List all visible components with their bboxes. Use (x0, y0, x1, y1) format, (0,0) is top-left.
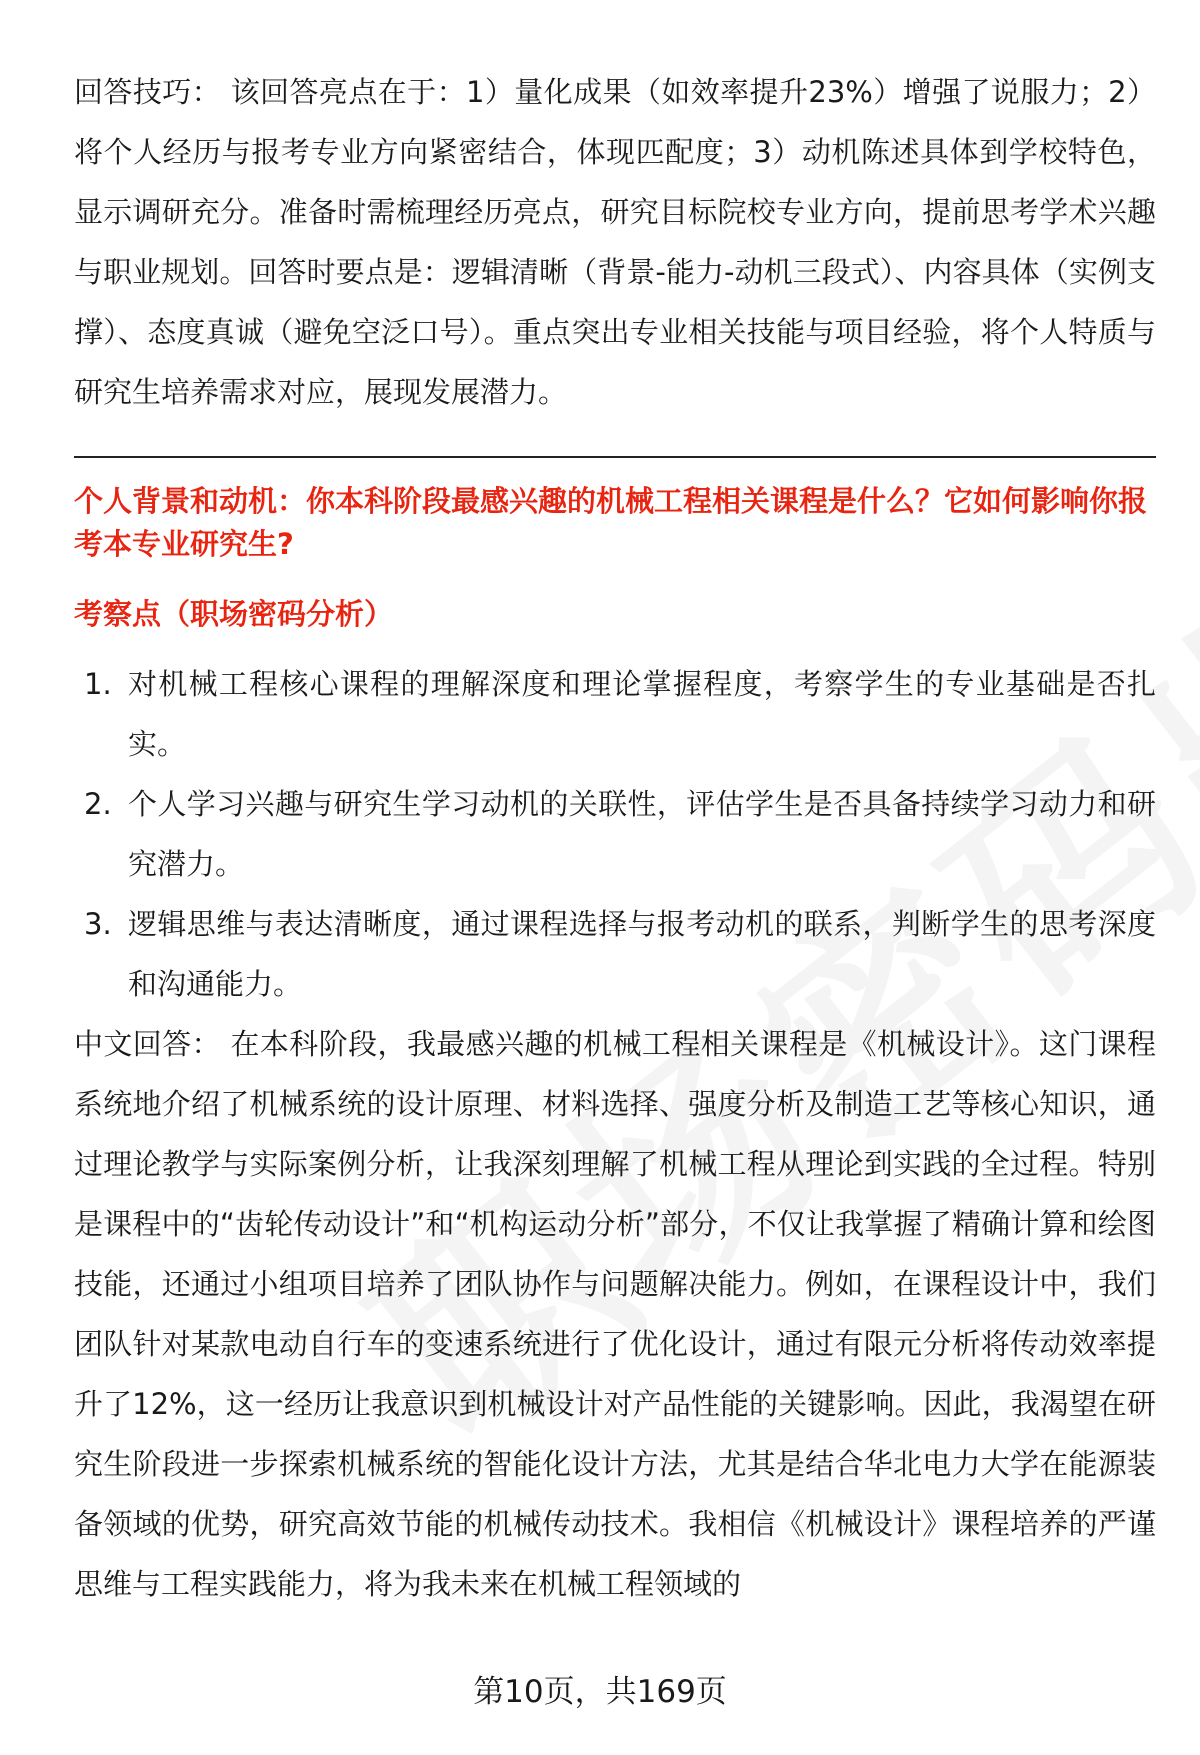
list-item-text: 对机械工程核心课程的理解深度和理论掌握程度，考察学生的专业基础是否扎实。 (128, 667, 1156, 761)
list-item (74, 774, 1156, 894)
section-divider (74, 456, 1156, 458)
exam-points-list (74, 654, 1156, 1014)
list-item-text: 逻辑思维与表达清晰度，通过课程选择与报考动机的联系，判断学生的思考深度和沟通能力。 (128, 907, 1156, 1001)
exam-points-heading: 考察点（职场密码分析） (74, 597, 394, 631)
page-number-footer: 第10页，共169页 (473, 1674, 727, 1710)
list-item-number: 1. (84, 667, 112, 701)
chinese-answer-paragraph: 中文回答： 在本科阶段，我最感兴趣的机械工程相关课程是《机械设计》。这门课程系统地介绍了机械系统的设计原理、材料选择、强度分析及制造工艺等核心知识，通过理论教学与实际案例分析，让我深刻理解了机械工程从理论到实践的全过程。特别是课程中的“齿轮传动设计”和“机构运动分析”部分，不仅让我掌握了精确计算和绘图技能，还通过小组项目培养了团队协作与问题解决能力。例如，在课程设计中，我们团队针对某款电动自行车的变速系统进行了优化设计，通过有限元分析将传动效率提升了12%，这一经历让我意识到机械设计对产品性能的关键影响。因此，我渴望在研究生阶段进一步探索机械系统的智能化设计方法，尤其是结合华北电力大学在能源装备领域的优势，研究高效节能的机械传动技术。我相信《机械设计》课程培养的严谨思维与工程实践能力，将为我未来在机械工程领域的 (74, 1027, 1156, 1601)
list-item-number: 3. (84, 907, 112, 941)
list-item-number: 2. (84, 787, 112, 821)
list-item-text: 个人学习兴趣与研究生学习动机的关联性，评估学生是否具备持续学习动力和研究潜力。 (128, 787, 1156, 881)
list-item (74, 654, 1156, 774)
document-page (74, 62, 1156, 1614)
answer-tip-paragraph: 回答技巧： 该回答亮点在于：1）量化成果（如效率提升23%）增强了说服力；2）将个人经历与报考专业方向紧密结合，体现匹配度；3）动机陈述具体到学校特色，显示调研充分。准备时需梳理经历亮点，研究目标院校专业方向，提前思考学术兴趣与职业规划。回答时要点是：逻辑清晰（背景-能力-动机三段式）、内容具体（实例支撑）、态度真诚（避免空泛口号）。重点突出专业相关技能与项目经验，将个人特质与研究生培养需求对应，展现发展潜力。 (74, 75, 1156, 409)
list-item (74, 894, 1156, 1014)
question-heading: 个人背景和动机：你本科阶段最感兴趣的机械工程相关课程是什么？它如何影响你报考本专业研究生? (74, 484, 1148, 561)
